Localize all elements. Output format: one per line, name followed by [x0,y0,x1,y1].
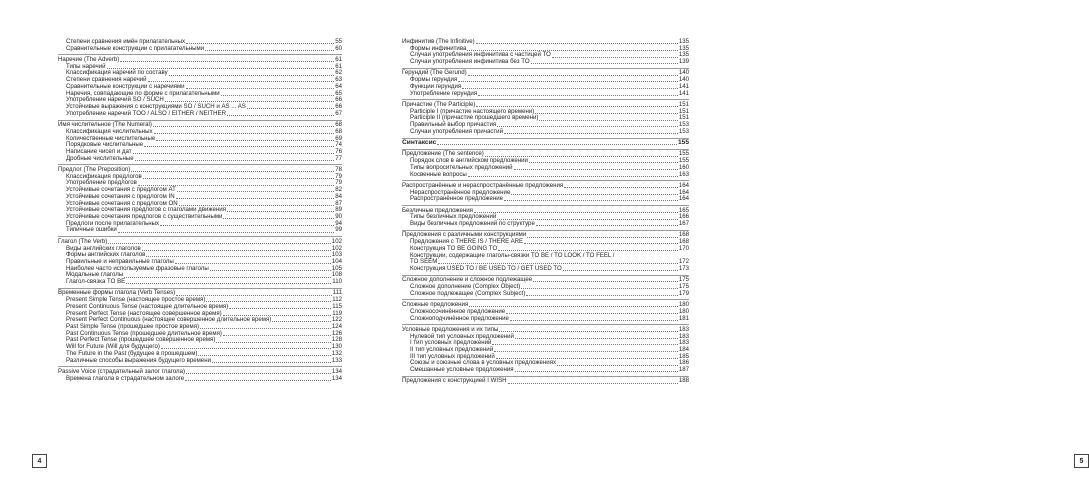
toc-entry-title: Сложное дополнение и сложное подлежащее [402,276,533,284]
toc-entry-title: Написание чисел и дат [66,147,132,155]
dot-leader [462,88,678,89]
section-divider [58,286,342,289]
toc-page-number: 104 [331,257,342,265]
toc-entry-title: Present Perfect Tense (настоящее совершенное время) [66,309,222,317]
toc-entry-title: Порядок слов в английском предложении [410,157,528,165]
toc-entry-title: Сложносочинённое предложение [410,307,506,315]
dot-leader [216,342,330,343]
dot-leader [533,281,678,282]
toc-page-number: 61 [335,56,342,64]
toc-entry-title: Наречие (The Adverb) [58,56,120,64]
toc-page-number: 79 [335,172,342,180]
toc-entry-title: Participle I (причастие настоящего времени) [410,107,535,115]
dot-leader [514,169,678,170]
section-divider [402,136,689,139]
toc-page-number: 165 [678,206,689,214]
dot-leader [494,351,678,352]
dot-leader [223,335,331,336]
dot-leader [144,146,334,147]
dot-leader [504,133,678,134]
toc-page-number: 160 [678,163,689,171]
toc-entry-title: Конструкции, содержащие глаголы-связки TO BE / TO LOOK / TO FEEL / [410,251,615,259]
toc-entry-title: Герундий (The Gerund) [402,69,467,77]
toc-subentry [402,253,689,260]
toc-entry-title: Passive Voice (страдательный залог глагола) [58,367,186,375]
section-divider [402,297,689,300]
toc-entry-title: Present Simple Tense (настоящее простое время) [66,296,206,304]
dot-leader [186,43,334,44]
toc-entry-title: Наиболее часто используемые фразовые глаголы [66,264,209,272]
toc-page-number: 79 [335,179,342,187]
toc-entry-title: Сложные предложения [402,301,469,309]
left-page-number: 4 [32,454,47,468]
toc-entry-title: Классификация наречий по составу [66,69,168,77]
dot-leader [468,75,678,76]
toc-page-number: 112 [332,296,342,304]
toc-page-number: 164 [678,181,689,189]
section-divider [58,52,342,55]
section-divider [402,147,689,150]
toc-page-number: 135 [678,38,689,45]
section-divider [58,364,342,367]
dot-leader [142,250,331,251]
toc-entry-title: I тип условных предложений [410,339,492,347]
toc-entry-title: Конструкция USED TO / BE USED TO / GET USED TO [410,265,562,272]
toc-page-number: 102 [331,244,342,252]
dot-leader [186,373,331,374]
toc-entry-title: Смешанные условные предложения [410,366,514,374]
toc-entry-title: Случаи употребления инфинитива с частицей TO [410,51,551,59]
toc-page-number: 164 [678,195,689,203]
dot-leader [212,362,331,363]
toc-entry-title: Времена глагола в страдательном залоге [66,374,185,382]
toc-entry-title: Употребление наречий SO / SUCH [66,96,164,104]
toc-subentry [402,316,689,323]
toc-page-number: 82 [335,186,342,194]
toc-section-heading [402,140,689,147]
dot-leader [200,328,331,329]
toc-page-number: 155 [678,157,689,165]
toc-page-number: 60 [335,44,342,52]
toc-page-number: 87 [335,199,342,207]
toc-entry-title: Классификация числительных [66,127,153,135]
toc-entry-title: Устойчивые сочетания предлогов с глаголами движения [66,206,226,214]
toc-entry-title: Употребление предлогов [66,179,137,187]
toc-section-heading [402,378,689,385]
toc-page-number: 62 [335,69,342,77]
toc-entry-title: The Future in the Past (будущее в прошедшем) [66,349,198,357]
dot-leader [160,225,334,226]
toc-subentry [58,279,342,286]
dot-leader [499,331,677,332]
toc-page-number: 151 [678,100,689,108]
section-divider [402,178,689,181]
toc-page-number: 66 [335,96,342,104]
toc-entry-title: Предложения с конструкцией I WISH [402,377,507,385]
toc-entry-title: Типы вопросительных предложений [410,163,513,171]
toc-entry-title: Случаи употребления причастий [410,127,503,135]
toc-page-number: 102 [331,237,342,245]
toc-subentry [402,266,689,273]
dot-leader [229,308,331,309]
toc-subentry [58,111,342,118]
dot-leader [535,113,678,114]
toc-page-number: 153 [678,127,689,135]
dot-leader [504,200,678,201]
section-divider [58,118,342,121]
toc-page-number: 163 [678,170,689,178]
section-divider [402,97,689,100]
toc-page-number: 55 [335,38,342,45]
toc-subentry [58,227,342,234]
toc-entry-title: Сложное дополнение (Complex Object) [410,283,521,291]
toc-page-number: 168 [678,231,689,239]
toc-entry-title: Инфинитив (The Infinitive) [402,38,475,45]
toc-page-number: 133 [331,356,342,364]
dot-leader [478,95,678,96]
dot-leader [524,243,678,244]
dot-leader [146,256,330,257]
toc-entry-title: Функции герундия [410,82,462,90]
toc-page-number: 183 [678,325,689,333]
toc-page-number: 90 [335,213,342,221]
toc-page-number: 166 [678,213,689,221]
toc-entry-title: II тип условных предложений [410,345,494,353]
toc-entry-title: Различные способы выражения будущего времени [66,356,211,364]
toc-entry-title: Причастие (The Participle) [402,100,476,108]
dot-leader [529,162,678,163]
toc-entry-title: Степени сравнения имён прилагательных [66,38,186,45]
toc-page-number: 110 [332,278,342,286]
section-divider [402,203,689,206]
toc-subentry [402,129,689,136]
toc-subentry [402,59,689,66]
toc-entry-title: Распространённое предложение [410,195,504,203]
toc-page-number: 111 [332,289,342,297]
dot-leader [527,237,678,238]
toc-entry-title: Условные предложения и их типы [402,325,499,333]
toc-page-number: 67 [335,109,342,117]
toc-page-number: 124 [331,323,342,330]
section-divider [402,273,689,276]
toc-page-number: 64 [335,82,342,90]
toc-entry-title: Степени сравнения наречий [66,76,147,84]
toc-page-number: 134 [331,367,342,375]
toc-entry-title: Виды английских глаголов [66,244,141,252]
right-page [375,0,1084,493]
dot-leader [186,88,335,89]
dot-leader [198,355,330,356]
dot-leader [552,57,678,58]
toc-page-number: 151 [678,114,689,122]
toc-page-number: 99 [335,226,342,234]
dot-leader [131,171,334,172]
toc-entry-title: Наречия, совпадающие по форме с прилагательными [66,89,220,97]
dot-leader [154,133,335,134]
toc-subentry [58,376,342,383]
toc-entry-title: Имя числительное (The Numeral) [58,121,152,129]
dot-leader [227,115,334,116]
section-divider [402,66,689,69]
toc-entry-title: Предложения с THERE IS / THERE ARE [410,238,524,246]
dot-leader [210,270,331,271]
toc-page-number: 183 [678,339,689,347]
dot-leader [564,187,678,188]
toc-entry-title: Устойчивые сочетания с предлогом IN [66,192,175,200]
toc-entry-title: Предложения с различными конструкциями [402,231,527,239]
toc-entry-title: Модальные глаголы [66,271,124,279]
toc-page-number: 180 [678,301,689,309]
dot-leader [156,140,334,141]
dot-leader [468,176,678,177]
toc-entry-title: Употребление наречий TOO / ALSO / EITHER / NEITHER [66,109,227,117]
toc-page-number: 77 [335,154,342,162]
toc-page-number: 173 [678,265,689,272]
toc-page-number: 153 [678,121,689,129]
toc-entry-title: Устойчивые сочетания с предлогом AT [66,186,176,194]
dot-leader [539,120,677,121]
dot-leader [247,108,334,109]
toc-subentry [402,172,689,179]
toc-entry-title: Present Continuous Tense (настоящее длительное время) [66,302,229,310]
toc-page-number: 103 [331,251,342,259]
toc-page-number: 130 [331,343,342,351]
toc-entry-title: Participle II (причастие прошедшего времени) [410,114,539,122]
dot-leader [177,191,334,192]
toc-page-number: 76 [335,147,342,155]
toc-entry-title: Типы наречий [66,62,106,70]
dot-leader [437,144,677,145]
toc-entry-title: Нулевой тип условных предложений [410,332,514,340]
dot-leader [557,365,678,366]
toc-entry-title: Правильные и неправильные глаголы [66,257,174,265]
toc-entry-title: Сложноподчинённое предложение [410,314,509,322]
dot-leader [169,75,335,76]
dot-leader [272,321,331,322]
toc-entry-title: Количественные числительные [66,134,156,142]
dot-leader [536,225,678,226]
toc-subentry [58,358,342,365]
toc-page-number: 179 [678,289,689,297]
dot-leader [185,380,331,381]
dot-leader [175,263,331,264]
toc-page-number: 141 [678,82,689,90]
dot-leader [531,63,678,64]
dot-leader [497,126,678,127]
right-page-number: 5 [1074,454,1089,468]
toc-page-number: 78 [335,166,342,173]
section-divider [58,234,342,237]
toc-entry-title: Правильный выбор причастия [410,121,497,129]
toc-page-number: 69 [335,134,342,142]
dot-leader [205,50,334,51]
toc-entry-title: Распространённые и нераспространённые предложения [402,181,564,189]
toc-entry-title: Союзы и союзные слова в условных предложениях [410,359,557,367]
toc-page-number: 140 [678,76,689,84]
toc-page-number: 89 [335,206,342,214]
toc-entry-title: Сравнительные конструкции с наречиями [66,82,185,90]
toc-page-number: 170 [678,244,689,252]
toc-subentry [58,46,342,53]
toc-page-number: 183 [678,332,689,340]
section-divider [402,374,689,377]
toc-page-number: 135 [678,51,689,59]
left-page [0,0,375,493]
dot-leader [221,95,335,96]
dot-leader [476,43,678,44]
toc-page-number: 140 [678,69,689,77]
dot-leader [120,61,334,62]
toc-subentry [58,156,342,163]
toc-page-number: 168 [678,238,689,246]
toc-entry-title: Виды безличных предложений по структуре [410,220,535,228]
toc-entry-title: TO SEEM [410,258,438,266]
toc-entry-title: Предлог (The Preposition) [58,166,131,173]
dot-leader [563,270,678,271]
dot-leader [118,232,334,233]
toc-page-number: 61 [335,62,342,70]
dot-leader [124,277,331,278]
toc-entry-title: Безличные предложения [402,206,473,214]
dot-leader [176,198,335,199]
toc-page-number: 74 [335,141,342,149]
toc-page-number: 63 [335,76,342,84]
dot-leader [223,218,334,219]
toc-entry-title: Формы герундия [410,76,458,84]
toc-subentry [402,367,689,374]
toc-entry-title: Past Perfect Tense (прошедшее совершенное время) [66,336,216,344]
dot-leader [521,288,678,289]
dot-leader [133,153,335,154]
dot-leader [511,194,677,195]
toc-subentry [402,196,689,203]
toc-page-number: 135 [678,44,689,52]
toc-entry-title: Случаи употребления инфинитива без TO [410,58,530,66]
dot-leader [135,160,335,161]
toc-page-number: 115 [332,302,342,310]
left-toc [58,39,342,382]
toc-page-number: 108 [331,271,342,279]
dot-leader [153,126,334,127]
dot-leader [515,371,678,372]
toc-entry-title: Устойчивые выражения с конструкциями SO / SUCH и AS ... AS [66,103,246,111]
toc-page-number: 132 [331,349,342,357]
toc-page-number: 180 [678,307,689,315]
dot-leader [143,178,335,179]
toc-entry-title: Типичные ошибки [66,226,117,234]
dot-leader [498,250,678,251]
toc-page-number: 181 [678,314,689,322]
toc-entry-title: Формы английских глаголов [66,251,146,259]
dot-leader [108,243,331,244]
toc-subentry [402,91,689,98]
toc-entry-title: Конструкция TO BE GOING TO [410,244,498,252]
dot-leader [508,383,678,384]
dot-leader [506,313,678,314]
toc-page-number: 155 [677,139,689,147]
toc-subentry [402,221,689,228]
dot-leader [227,211,334,212]
toc-page-number: 185 [678,352,689,360]
toc-entry-title: Косвенные вопросы [410,170,467,178]
toc-subentry [402,291,689,298]
toc-page-number: 141 [678,89,689,97]
toc-entry-title: Сложное подлежащее (Complex Subject) [410,289,526,297]
dot-leader [474,212,678,213]
dot-leader [510,320,678,321]
toc-entry-title: Синтаксис [402,139,437,147]
toc-page-number: 175 [678,283,689,291]
toc-page-number: 155 [678,150,689,158]
toc-page-number: 151 [678,107,689,115]
toc-page-number: 122 [331,316,342,324]
toc-page-number: 134 [331,374,342,382]
toc-page-number: 188 [678,377,689,385]
toc-entry-title: Временные формы глагола (Verb Tenses) [58,289,176,297]
toc-entry-title: Нераспространённое предложение [410,188,511,196]
toc-entry-title: Present Perfect Continuous (настоящее совершенное длительное время) [66,316,272,324]
toc-page-number: 184 [678,345,689,353]
toc-page-number: 66 [335,103,342,111]
toc-entry-title: Will for Future (Will для будущего) [66,343,160,351]
toc-page-number: 94 [335,219,342,227]
section-divider [402,228,689,231]
toc-entry-title: Предлоги после прилагательных [66,219,160,227]
toc-page-number: 175 [678,276,689,284]
toc-page-number: 167 [678,220,689,228]
toc-entry-title: Употребление герундия [410,89,478,97]
toc-page-number: 68 [335,127,342,135]
dot-leader [492,344,677,345]
toc-entry-title: Past Continuous Tense (прошедшее длительное время) [66,329,222,337]
toc-page-number: 126 [331,329,342,337]
dot-leader [126,283,331,284]
toc-page-number: 68 [335,121,342,129]
section-divider [58,162,342,165]
toc-page-number: 119 [332,309,342,317]
dot-leader [526,295,678,296]
toc-entry-title: Предложение (The sentence) [402,150,484,158]
toc-entry-title: Формы инфинитива [410,44,467,52]
toc-page-number: 172 [678,258,689,266]
toc-page-number: 139 [678,58,689,66]
right-toc [402,39,689,385]
toc-page-number: 105 [331,264,342,272]
toc-entry-title: Глагол-связка TO BE [66,278,126,286]
dot-leader [515,338,678,339]
section-divider [402,322,689,325]
toc-page-number: 128 [331,336,342,344]
toc-entry-title: Сравнительные конструкции с прилагательными [66,44,205,52]
dot-leader [476,106,677,107]
toc-page-number: 65 [335,89,342,97]
toc-entry-title: Past Simple Tense (прошедшее простое время) [66,323,200,330]
toc-entry-title: Устойчивые сочетания предлогов с существительными [66,213,223,221]
toc-page-number: 186 [678,359,689,367]
toc-entry-title: Глагол (The Verb) [58,237,108,245]
toc-entry-title: Типы безличных предложений [410,213,497,221]
toc-page-number: 164 [678,188,689,196]
toc-page-number: 84 [335,192,342,200]
toc-entry-title: Классификация предлогов [66,172,142,180]
toc-entry-title: III тип условных предложений [410,352,495,360]
toc-entry-title: Дробные числительные [66,154,134,162]
toc-entry-title: Устойчивые сочетания с предлогом ON [66,199,178,207]
dot-leader [458,81,678,82]
toc-entry-title: Порядковые числительные [66,141,144,149]
toc-page-number: 187 [678,366,689,374]
